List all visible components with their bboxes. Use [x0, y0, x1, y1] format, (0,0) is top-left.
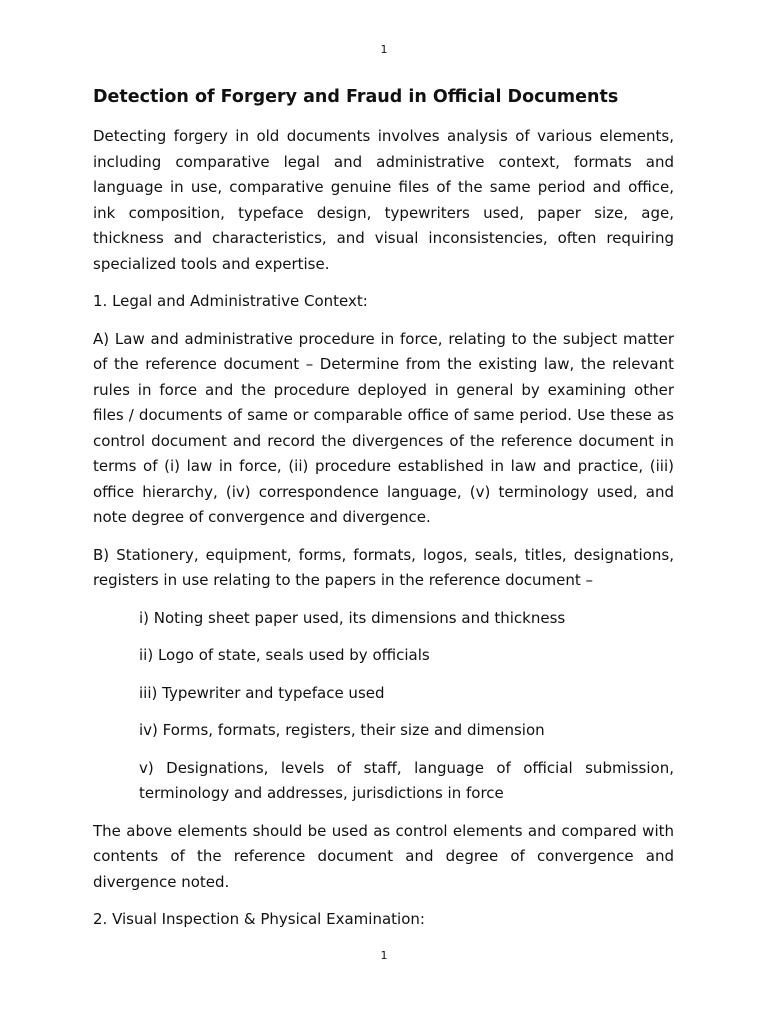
document-body	[93, 84, 674, 945]
page-number-bottom: 1	[380, 949, 388, 962]
section-1-heading: 1. Legal and Administrative Context:	[93, 292, 368, 310]
stationery-list	[93, 606, 674, 807]
section-1-paragraph-a: A) Law and administrative procedure in force, relating to the subject matter of the reference document – Determine from the existing law, the relevant rules in force and the procedure deployed in general by examining other files / documents of same or comparable office of same period. Use these as control document and record the divergences of the reference document in terms of (i) law in force, (ii) procedure established in law and practice, (iii) office hierarchy, (iv) correspondence language, (v) terminology used, and note degree of convergence and divergence.	[93, 329, 674, 526]
list-item: ii) Logo of state, seals used by officials	[139, 646, 430, 664]
section-1-paragraph-b: B) Stationery, equipment, forms, formats, logos, seals, titles, designations, registers in use relating to the papers in the reference document –	[93, 545, 674, 589]
list-item: v) Designations, levels of staff, language of official submission, terminology and addresses, jurisdictions in force	[139, 758, 674, 802]
intro-paragraph: Detecting forgery in old documents involves analysis of various elements, including comparative legal and administrative context, formats and language in use, comparative genuine files of the same period and office, ink composition, typeface design, typewriters used, paper size, age, thickness and characteristics, and visual inconsistencies, often requiring specialized tools and expertise.	[93, 127, 674, 273]
list-item: i) Noting sheet paper used, its dimensions and thickness	[139, 608, 566, 627]
section-2-heading: 2. Visual Inspection & Physical Examination:	[93, 910, 425, 928]
section-1-conclusion: The above elements should be used as control elements and compared with contents of the reference document and degree of convergence and divergence noted.	[93, 821, 674, 891]
page-number-top: 1	[380, 43, 388, 56]
document-title: Detection of Forgery and Fraud in Official Documents	[93, 87, 619, 107]
list-item: iii) Typewriter and typeface used	[139, 683, 385, 702]
list-item: iv) Forms, formats, registers, their size and dimension	[139, 721, 545, 739]
